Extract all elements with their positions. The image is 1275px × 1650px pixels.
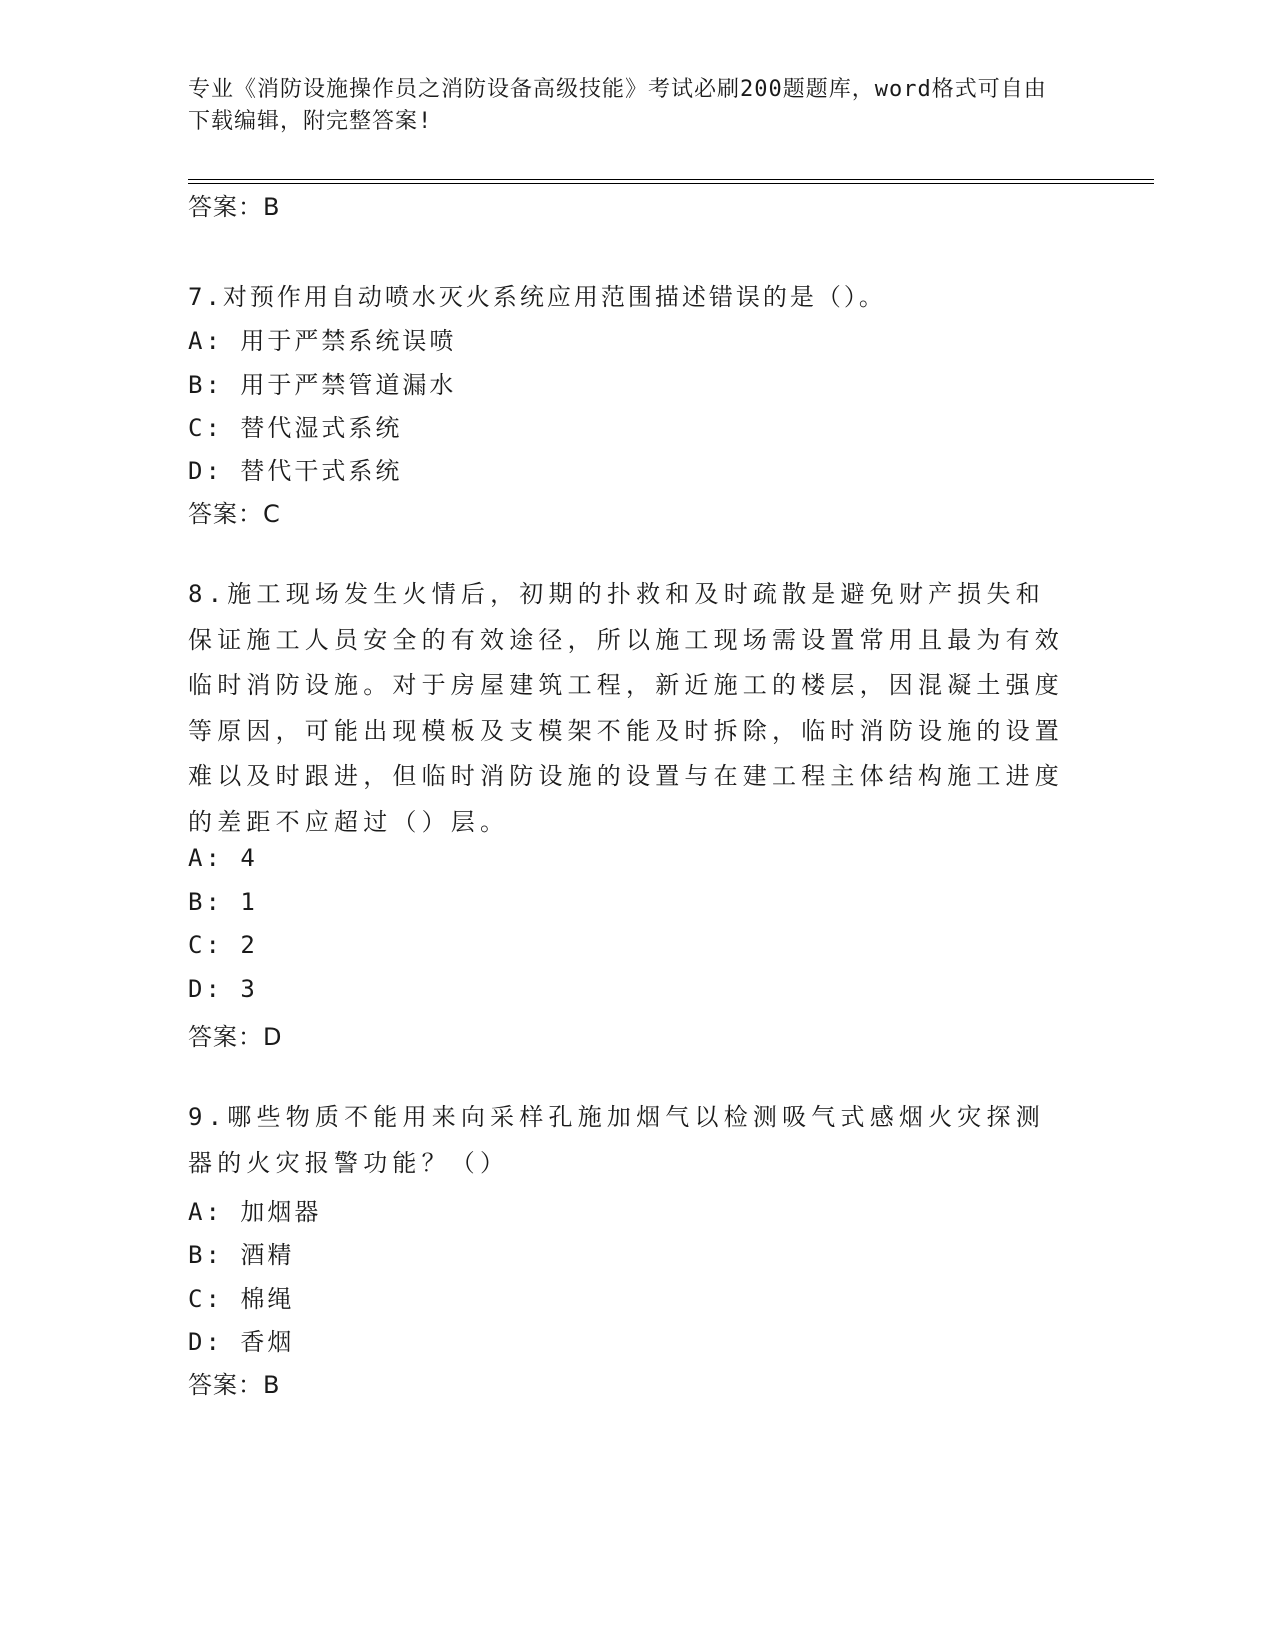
question-7-option-b: B: 用于严禁管道漏水 [188,371,457,399]
question-7-stem: 7.对预作用自动喷水灭火系统应用范围描述错误的是（）。 [188,283,886,311]
header-divider-bottom [188,183,1154,184]
question-7-option-c: C: 替代湿式系统 [188,414,403,442]
question-8-answer: 答案：D [188,1023,283,1051]
answer-previous: 答案：B [188,193,281,221]
question-8-option-c: C: 2 [188,931,258,959]
question-9-option-c: C: 棉绳 [188,1285,295,1313]
question-8-stem: 8.施工现场发生火情后，初期的扑救和及时疏散是避免财产损失和保证施工人员安全的有效途径，所以施工现场需设置常用且最为有效临时消防设施。对于房屋建筑工程，新近施工的楼层，因混凝土强度等原因，可能出现模板及支模架不能及时拆除，临时消防设施的设置难以及时跟进，但临时消防设施的设置与在建工程主体结构施工进度的差距不应超过（）层。 [188,580,1064,836]
document-header: 专业《消防设施操作员之消防设备高级技能》考试必刷200题题库，word格式可自由下载编辑，附完整答案! [188,77,1047,134]
question-9-option-b: B: 酒精 [188,1241,295,1269]
question-8-option-a: A: 4 [188,844,258,872]
header-divider-top [188,179,1154,180]
question-9-answer: 答案：B [188,1371,281,1399]
question-9-stem: 9.哪些物质不能用来向采样孔施加烟气以检测吸气式感烟火灾探测器的火灾报警功能？（） [188,1103,1045,1177]
question-8-option-b: B: 1 [188,888,258,916]
question-7-option-d: D: 替代干式系统 [188,457,403,485]
question-7-option-a: A: 用于严禁系统误喷 [188,327,457,355]
question-9-option-d: D: 香烟 [188,1328,295,1356]
question-7-answer: 答案：C [188,500,281,528]
question-8-option-d: D: 3 [188,975,258,1003]
question-9-option-a: A: 加烟器 [188,1198,322,1226]
